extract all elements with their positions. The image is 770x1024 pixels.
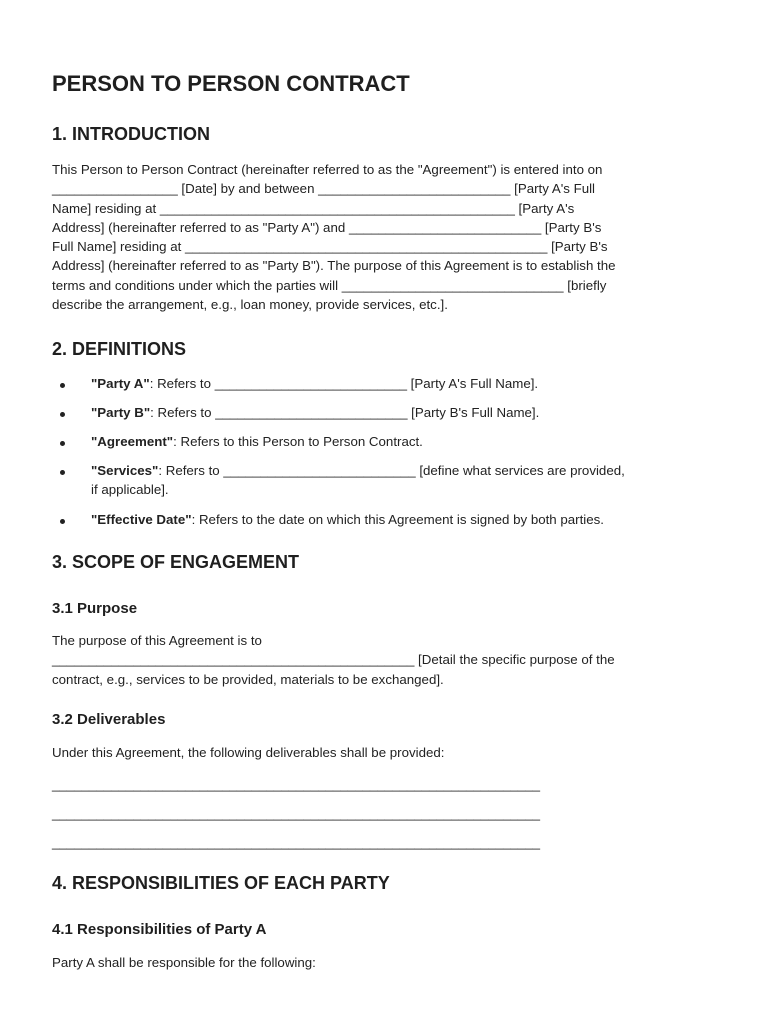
purpose-paragraph — [52, 631, 615, 689]
paragraph-line: _________________________________________________ [Detail the specific purpose of the — [52, 652, 615, 668]
definition-text: : Refers to the date on which this Agreement is signed by both parties. — [191, 512, 604, 527]
definition-term: "Services" — [91, 463, 159, 478]
paragraph-line: _________________ [Date] by and between __________________________ [Party A's Full — [52, 181, 595, 197]
party-a-intro: Party A shall be responsible for the following: — [52, 955, 316, 970]
deliverable-blank-line: __________________________________________________________________ — [52, 835, 541, 850]
definition-term: "Party B" — [91, 405, 151, 420]
subsection-heading-party-a: 4.1 Responsibilities of Party A — [52, 921, 267, 938]
section-heading-responsibilities: 4. RESPONSIBILITIES OF EACH PARTY — [52, 873, 390, 893]
section-heading-introduction: 1. INTRODUCTION — [52, 124, 211, 144]
definition-text: : Refers to __________________________ [define what services are provided, — [158, 463, 625, 478]
paragraph-line: terms and conditions under which the parties will ______________________________ [briefly — [52, 277, 607, 293]
section-heading-definitions: 2. DEFINITIONS — [52, 339, 187, 359]
paragraph-line: Full Name] residing at _________________________________________________ [Party B's — [52, 239, 608, 255]
paragraph-line: contract, e.g., services to be provided, materials to be exchanged]. — [52, 671, 444, 687]
section-heading-scope: 3. SCOPE OF ENGAGEMENT — [52, 552, 300, 572]
definition-term: "Agreement" — [91, 434, 174, 449]
definition-term: "Party A" — [91, 376, 150, 391]
paragraph-line: This Person to Person Contract (hereinafter referred to as the "Agreement") is entered into on — [52, 162, 603, 177]
bullet-icon — [60, 412, 65, 417]
deliverables-intro: Under this Agreement, the following deliverables shall be provided: — [52, 745, 445, 760]
paragraph-line: Name] residing at ________________________________________________ [Party A's — [52, 200, 575, 216]
bullet-icon — [60, 383, 65, 388]
subsection-heading-purpose: 3.1 Purpose — [52, 600, 138, 617]
paragraph-line: The purpose of this Agreement is to — [52, 633, 262, 648]
definition-text: : Refers to this Person to Person Contract. — [173, 434, 423, 449]
bullet-icon — [60, 519, 65, 524]
definition-continuation: if applicable]. — [91, 482, 169, 498]
document-title: PERSON TO PERSON CONTRACT — [52, 71, 410, 96]
paragraph-line: describe the arrangement, e.g., loan money, provide services, etc.]. — [52, 297, 448, 313]
definition-text: : Refers to __________________________ [Party B's Full Name]. — [150, 405, 540, 420]
paragraph-line: Address] (hereinafter referred to as "Party B"). The purpose of this Agreement is to establish the — [52, 258, 616, 274]
definition-text: : Refers to __________________________ [Party A's Full Name]. — [149, 376, 539, 391]
subsection-heading-deliverables: 3.2 Deliverables — [52, 711, 166, 728]
definition-term: "Effective Date" — [91, 512, 192, 527]
bullet-icon — [60, 441, 65, 446]
deliverable-blank-line: __________________________________________________________________ — [52, 806, 541, 821]
paragraph-line: Address] (hereinafter referred to as "Party A") and __________________________ [Party B's — [52, 219, 602, 235]
deliverable-blank-line: __________________________________________________________________ — [52, 777, 541, 792]
bullet-icon — [60, 470, 65, 475]
introduction-paragraph — [52, 160, 616, 314]
